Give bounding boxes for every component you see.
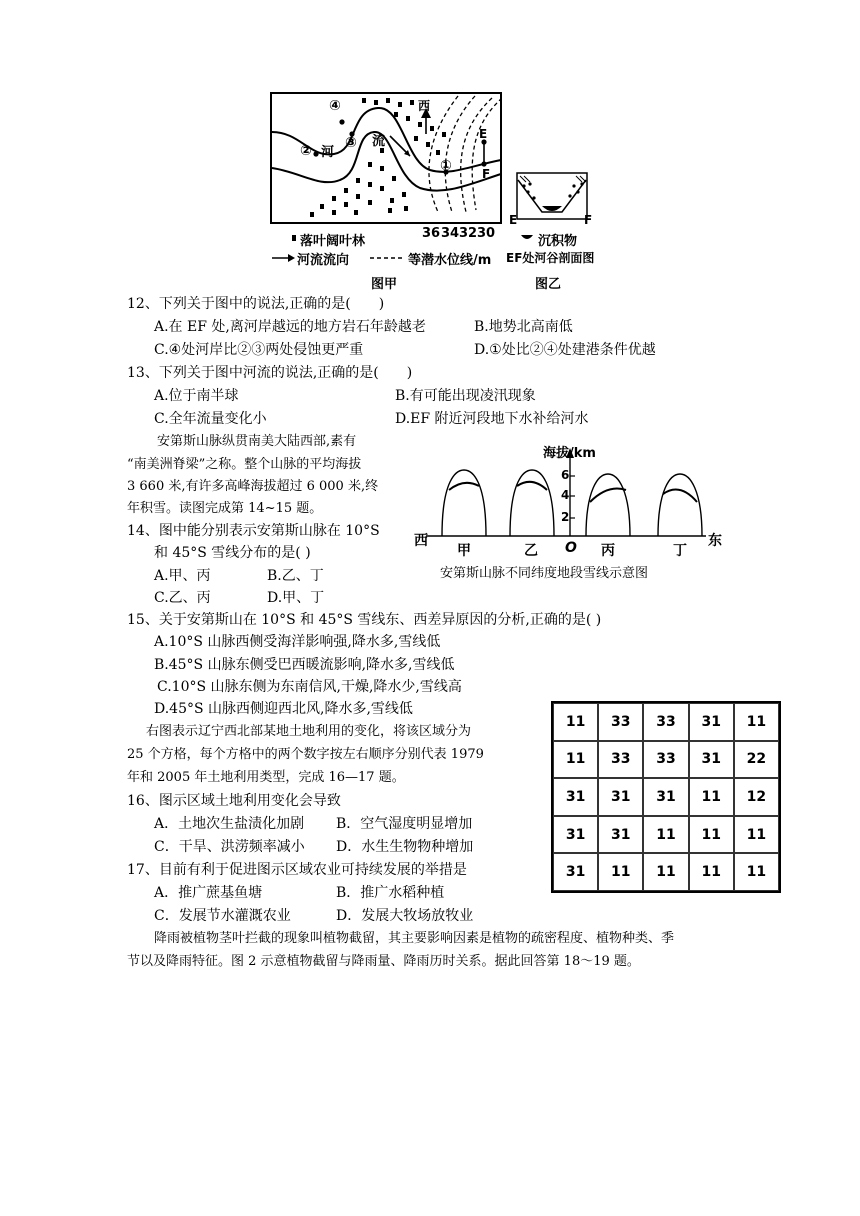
map-label-e: E [479,127,488,141]
grid-cell: 33 [643,703,688,741]
map-label-west: 西 [418,99,431,113]
q16-option-a: A．土地次生盐渍化加剧 [154,816,305,832]
q17-option-a: A．推广蔗基鱼塘 [154,885,263,901]
grid-cell: 11 [643,853,688,891]
q12-option-d: D.①处比②④处建港条件优越 [474,342,656,358]
q15-stem: 15、关于安第斯山在 10°S 和 45°S 雪线东、西差异原因的分析,正确的是( ) [127,612,602,628]
q17-option-d: D．发展大牧场放牧业 [336,908,474,924]
q15-option-c: C.10°S 山脉东侧为东南信风,干燥,降水少,雪线高 [157,679,462,695]
andes-peak-ding: 丁 [673,543,687,559]
andes-chart-caption: 安第斯山脉不同纬度地段雪线示意图 [440,566,649,581]
andes-ytick-2: 2 [561,510,570,524]
q17-option-c: C．发展节水灌溉农业 [154,908,291,924]
q16-option-d: D．水生生物物种增加 [336,839,474,855]
map-label-f: F [482,167,491,181]
grid-cell: 12 [734,778,779,816]
grid-cell: 31 [598,778,643,816]
q13-stem: 13、下列关于图中河流的说法,正确的是( ) [127,365,413,381]
q14-stem-2: 和 45°S 雪线分布的是( ) [154,545,311,561]
figure-b-profile [516,172,588,222]
profile-subtitle: EF处河谷剖面图 [506,251,595,265]
legend-forest: 落叶阔叶林 [300,234,366,249]
q14-option-b: B.乙、丁 [267,568,324,584]
grid-cell: 22 [734,741,779,779]
andes-west-label: 西 [414,533,428,549]
q13-option-a: A.位于南半球 [154,388,239,404]
map-label-c3: ③ [345,135,357,151]
intro14-line-2: “南美洲脊梁”之称。整个山脉的平均海拔 [127,457,362,472]
q15-option-d: D.45°S 山脉西侧迎西北风,降水多,雪线低 [154,701,413,717]
andes-ylabel: 海拔/km [543,446,596,461]
q12-stem: 12、下列关于图中的说法,正确的是( ) [127,296,385,312]
intro16-line-3: 年和 2005 年土地利用类型，完成 16—17 题。 [127,770,405,785]
q16-option-c: C．干旱、洪涝频率减小 [154,839,305,855]
q13-option-c: C.全年流量变化小 [154,411,267,427]
q12-option-a: A.在 EF 处,离河岸越远的地方岩石年龄越老 [154,319,426,335]
grid-cell: 31 [689,703,734,741]
grid-cell: 33 [598,703,643,741]
andes-peak-jia: 甲 [457,543,471,559]
andes-origin-label: O [565,540,577,556]
q14-option-d: D.甲、丁 [267,590,325,606]
contour-label-34: 34 [441,226,460,241]
q14-stem-1: 14、图中能分别表示安第斯山脉在 10°S [127,523,380,539]
andes-peak-yi: 乙 [524,543,538,559]
q13-option-b: B.有可能出现凌汛现象 [395,388,536,404]
grid-cell: 33 [598,741,643,779]
grid-cell: 31 [689,741,734,779]
map-label-c2: ② [300,143,312,159]
q17-stem: 17、目前有利于促进图示区域农业可持续发展的举措是 [127,862,467,878]
andes-ytick-6: 6 [561,468,570,482]
grid-cell: 11 [689,816,734,854]
grid-cell: 11 [734,703,779,741]
q12-option-b: B.地势北高南低 [474,319,573,335]
forest-legend-icon [292,235,296,241]
grid-cell: 11 [643,816,688,854]
grid-cell: 31 [553,816,598,854]
grid-cell: 31 [553,778,598,816]
grid-cell: 31 [553,853,598,891]
q17-option-b: B．推广水稻种植 [336,885,445,901]
q16-stem: 16、图示区域土地利用变化会导致 [127,793,341,809]
grid-cell: 11 [689,853,734,891]
q12-option-c: C.④处河岸比②③两处侵蚀更严重 [154,342,364,358]
map-label-c1: ① [440,158,452,174]
figure-a-caption: 图甲 [371,277,398,292]
intro18-line-2: 节以及降雨特征。图 2 示意植物截留与降雨量、降雨历时关系。据此回答第 18～19 题。 [127,954,640,969]
intro14-line-4: 年积雪。读图完成第 14~15 题。 [127,501,323,516]
map-label-c4: ④ [329,98,341,114]
q14-option-c: C.乙、丙 [154,590,211,606]
map-label-he: 河 [321,145,335,160]
map-label-liu: 流 [372,134,386,149]
land-use-grid [551,701,781,893]
contour-label-36: 36 [422,226,441,241]
grid-cell: 11 [689,778,734,816]
q15-option-b: B.45°S 山脉东侧受巴西暖流影响,降水多,雪线低 [154,657,455,673]
flow-arrow-icon [272,253,296,263]
grid-cell: 31 [598,816,643,854]
sediment-legend-icon [520,233,534,243]
grid-cell: 31 [643,778,688,816]
q13-option-d: D.EF 附近河段地下水补给河水 [395,411,589,427]
andes-ytick-4: 4 [561,488,570,502]
intro16-line-2: 25 个方格，每个方格中的两个数字按左右顺序分别代表 1979 [127,747,484,762]
grid-cell: 33 [643,741,688,779]
figure-b-caption: 图乙 [535,277,562,292]
intro18-line-1: 降雨被植物茎叶拦截的现象叫植物截留，其主要影响因素是植物的疏密程度、植物种类、季 [154,931,675,946]
grid-cell: 11 [598,853,643,891]
contour-label-32: 32 [459,226,478,241]
legend-sediment: 沉积物 [538,234,578,249]
contour-label-30: 30 [477,226,496,241]
grid-cell: 11 [553,703,598,741]
legend-water-table: 等潜水位线/m [408,253,492,268]
profile-label-e: E [509,213,518,227]
grid-cell: 11 [734,853,779,891]
profile-label-f: F [584,213,593,227]
intro16-line-1: 右图表示辽宁西北部某地土地利用的变化，将该区域分为 [146,724,472,739]
legend-flow: 河流流向 [297,253,350,268]
intro14-line-1: 安第斯山脉纵贯南美大陆西部,素有 [157,434,357,449]
q15-option-a: A.10°S 山脉西侧受海洋影响强,降水多,雪线低 [154,634,441,650]
grid-cell: 11 [734,816,779,854]
q16-option-b: B．空气湿度明显增加 [336,816,473,832]
andes-east-label: 东 [708,533,722,549]
grid-cell: 11 [553,741,598,779]
dashed-line-icon [370,255,404,261]
intro14-line-3: 3 660 米,有许多高峰海拔超过 6 000 米,终 [127,479,379,494]
q14-option-a: A.甲、丙 [154,568,211,584]
andes-peak-bing: 丙 [601,543,615,559]
